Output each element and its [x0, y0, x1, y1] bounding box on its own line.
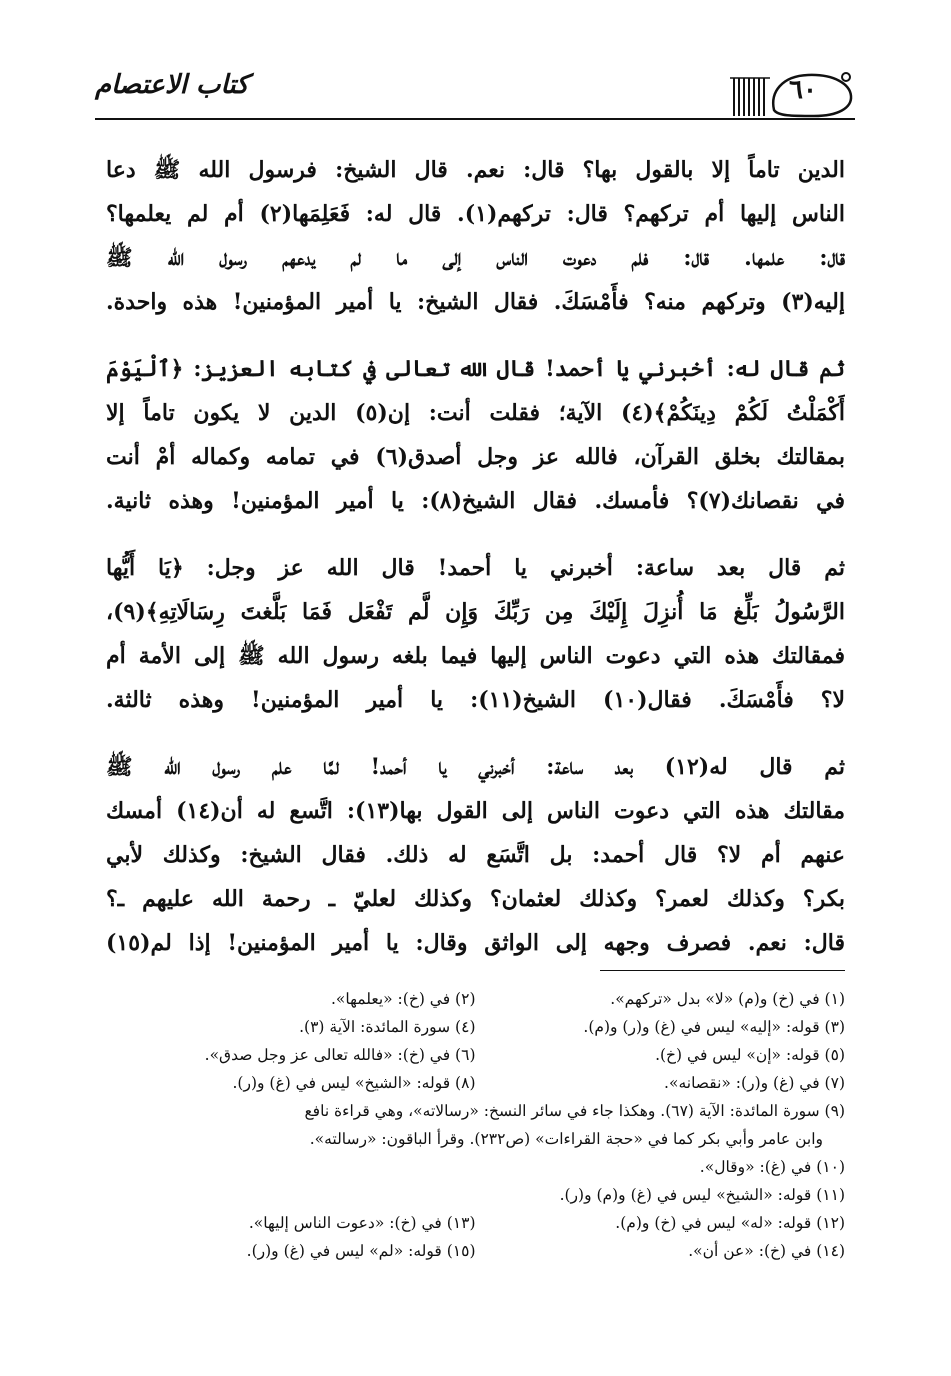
footnote-row	[106, 1237, 845, 1265]
footnote-4: (٤) سورة المائدة: الآية (٣).	[299, 1018, 476, 1036]
footnote-9-continued: وابن عامر وأبي بكر كما في «حجة القراءات» (ص٢٣٢). وقرأ الباقون: «رسالته».	[309, 1130, 823, 1148]
footnote-row	[106, 1041, 845, 1069]
footnote-11: (١١) قوله: «الشيخ» ليس في (غ) و(م) و(ر).	[559, 1186, 845, 1204]
text-line: فمقالتك هذه التي دعوت الناس إليها فيما بلغه رسول الله ﷺ إلى الأمة أم	[106, 643, 845, 669]
footnote-row	[106, 1209, 845, 1237]
text-line: بكر؟ وكذلك لعمر؟ وكذلك لعثمان؟ وكذلك لعليّ ـ رحمة الله عليهم ـ؟	[106, 886, 845, 912]
paragraph-3	[106, 546, 845, 722]
footnote-row	[106, 1097, 845, 1125]
text-line: الدين تاماً إلا بالقول بها؟ قال: نعم. قال الشيخ: فرسول الله ﷺ دعا	[106, 157, 845, 183]
text-line: ثم قال له: أخبرني يا أحمد! قال الله تعالى في كتابه العزيز: ﴿ٱلْيَوْمَ	[106, 356, 845, 382]
text-line: بمقالتك بخلق القرآن، فالله عز وجل أصدق(٦) في تمامه وكماله أمْ أنت	[106, 444, 845, 470]
text-line: ثم قال بعد ساعة: أخبرني يا أحمد! قال الله عز وجل: ﴿يَا أَيُّها	[106, 555, 845, 581]
footnote-12: (١٢) قوله: «له» ليس في (خ) و(م).	[615, 1214, 845, 1232]
footnote-14: (١٤) في (خ): «عن أن».	[688, 1242, 845, 1260]
footnote-3: (٣) قوله: «إليه» ليس في (غ) و(ر) و(م).	[583, 1018, 845, 1036]
footnote-row	[106, 1153, 845, 1181]
text-line: لا؟ فأَمْسَكَ. فقال(١٠) الشيخ(١١): يا أمير المؤمنين! وهذه ثالثة.	[106, 687, 845, 713]
footnotes	[106, 985, 845, 1265]
text-line: عنهم أم لا؟ قال أحمد: بل اتَّسَع له ذلك. فقال الشيخ: وكذلك لأبي	[106, 842, 845, 868]
footnote-9: (٩) سورة المائدة: الآية (٦٧). وهكذا جاء في سائر النسخ: «رسالاته»، وهي قراءة نافع	[304, 1102, 845, 1120]
footnote-row	[106, 1013, 845, 1041]
text-line: قال: علمها. قال: فلم دعوت الناس إلى ما لم يدعهم رسول الله ﷺ	[106, 245, 845, 271]
footnote-2: (٢) في (خ): «يعلمها».	[330, 990, 476, 1008]
footnote-row	[106, 1069, 845, 1097]
text-line: إليه(٣) وتركهم منه؟ فأَمْسَكَ. فقال الشيخ: يا أمير المؤمنين! هذه واحدة.	[106, 289, 845, 315]
footnote-row	[106, 1125, 845, 1153]
footnote-7: (٧) في (غ) و(ر): «نقصانه».	[664, 1074, 845, 1092]
text-line: أَكْمَلْتُ لَكُمْ دِينَكُمْ﴾(٤) الآية؛ فقلت أنت: إن(٥) الدين لا يكون تاماً إلا	[106, 400, 845, 426]
text-line: قال: نعم. فصرف وجهه إلى الواثق وقال: يا أمير المؤمنين! إذا لم(١٥)	[106, 930, 845, 956]
footnote-row	[106, 1181, 845, 1209]
footnote-1: (١) في (خ) و(م) «لا» بدل «تركهم».	[610, 990, 845, 1008]
footnote-row	[106, 985, 845, 1013]
text-line: الرَّسُولُ بَلِّغ مَا أُنزِلَ إِلَيْكَ مِن رَبِّكَ وَإِن لَّم تَفْعَل فَمَا بَلَّغتَ رِسَالَاتِهِ﴾(٩)،	[106, 599, 845, 625]
footnote-8: (٨) قوله: «الشيخ» ليس في (غ) و(ر).	[232, 1074, 476, 1092]
footnote-separator	[600, 970, 845, 971]
main-text	[106, 148, 845, 988]
text-line: ثم قال له(١٢) بعد ساعة: أخبرني يا أحمد! لمَّا علم رسول الله ﷺ	[106, 754, 845, 780]
footnote-10: (١٠) في (غ): «وقال».	[699, 1158, 845, 1176]
text-line: الناس إليها أم تركهم؟ قال: تركهم(١). قال له: فَعَلِمَها(٢) أم لم يعلمها؟	[106, 201, 845, 227]
footnote-6: (٦) في (خ): «فالله تعالى عز وجل صدق».	[204, 1046, 476, 1064]
text-line: مقالتك هذه التي دعوت الناس إلى القول بها(١٣): اتَّسع له أن(١٤) أمسك	[106, 798, 845, 824]
paragraph-1	[106, 148, 845, 324]
page-header	[95, 62, 855, 124]
running-title: كتاب الاعتصام	[95, 70, 249, 100]
paragraph-4	[106, 745, 845, 965]
footnote-15: (١٥) قوله: «لم» ليس في (غ) و(ر).	[246, 1242, 476, 1260]
header-rule	[95, 118, 855, 120]
paragraph-2	[106, 347, 845, 523]
footnote-13: (١٣) في (خ): «دعوت الناس إليها».	[248, 1214, 476, 1232]
page-number: ٦٠	[789, 75, 817, 105]
text-line: في نقصانك(٧)؟ فأمسك. فقال الشيخ(٨): يا أمير المؤمنين! وهذه ثانية.	[106, 488, 845, 514]
footnote-5: (٥) قوله: «إن» ليس في (خ).	[655, 1046, 845, 1064]
